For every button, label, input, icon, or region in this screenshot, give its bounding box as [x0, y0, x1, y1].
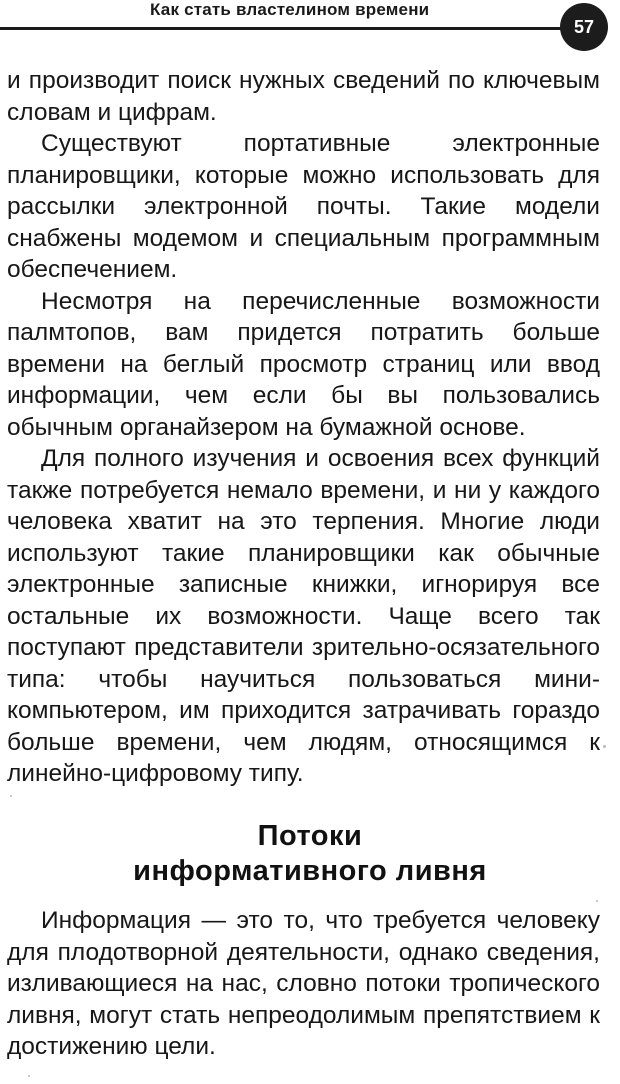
body-text	[7, 65, 600, 790]
scan-speck	[28, 1075, 30, 1077]
paragraph-palmtops: Несмотря на перечисленные возможности палмтопов, вам придется потратить больше времени на беглый просмотр страниц или ввод информации, чем если бы вы пользовались обычным органайзером на бумажной основе.	[7, 287, 600, 441]
page-number-badge: 57	[560, 3, 608, 51]
header-rule	[0, 27, 572, 30]
section-heading-line-2: информативного ливня	[133, 855, 487, 887]
section-heading	[0, 819, 620, 889]
paragraph-information: Информация — это то, что требуется человеку для плодотворной деятельности, однако сведения, изливающиеся на нас, словно потоки тропического ливня, могут стать непреодолимым препятствием к достижению цели.	[7, 907, 600, 1060]
page-header	[0, 0, 620, 48]
scan-speck	[603, 745, 606, 748]
running-title: Как стать властелином времени	[150, 0, 430, 19]
paragraph-continued: и производит поиск нужных сведений по ключевым словам и цифрам.	[7, 67, 600, 126]
scan-speck	[10, 795, 12, 797]
scan-speck	[596, 900, 598, 902]
section-heading-line-1: Потоки	[257, 820, 363, 852]
paragraph-learning-functions: Для полного изучения и освоения всех функций также потребуется немало времени, и ни у каждого человека хватит на это терпения. Многие люди используют такие планировщики как обычные электронные записные книжки, игнорируя все остальные их возможности. Чаще всего так поступают представители зрительно-осязательного типа: чтобы научиться пользоваться мини-компьютером, им приходится затрачивать гораздо больше времени, чем людям, относящимся к линейно-цифровому типу.	[7, 445, 600, 787]
paragraph-portable-planners: Существуют портативные электронные планировщики, которые можно использовать для рассылки электронной почты. Такие модели снабжены модемом и специальным программным обеспечением.	[7, 130, 600, 283]
section-body	[7, 905, 600, 1063]
